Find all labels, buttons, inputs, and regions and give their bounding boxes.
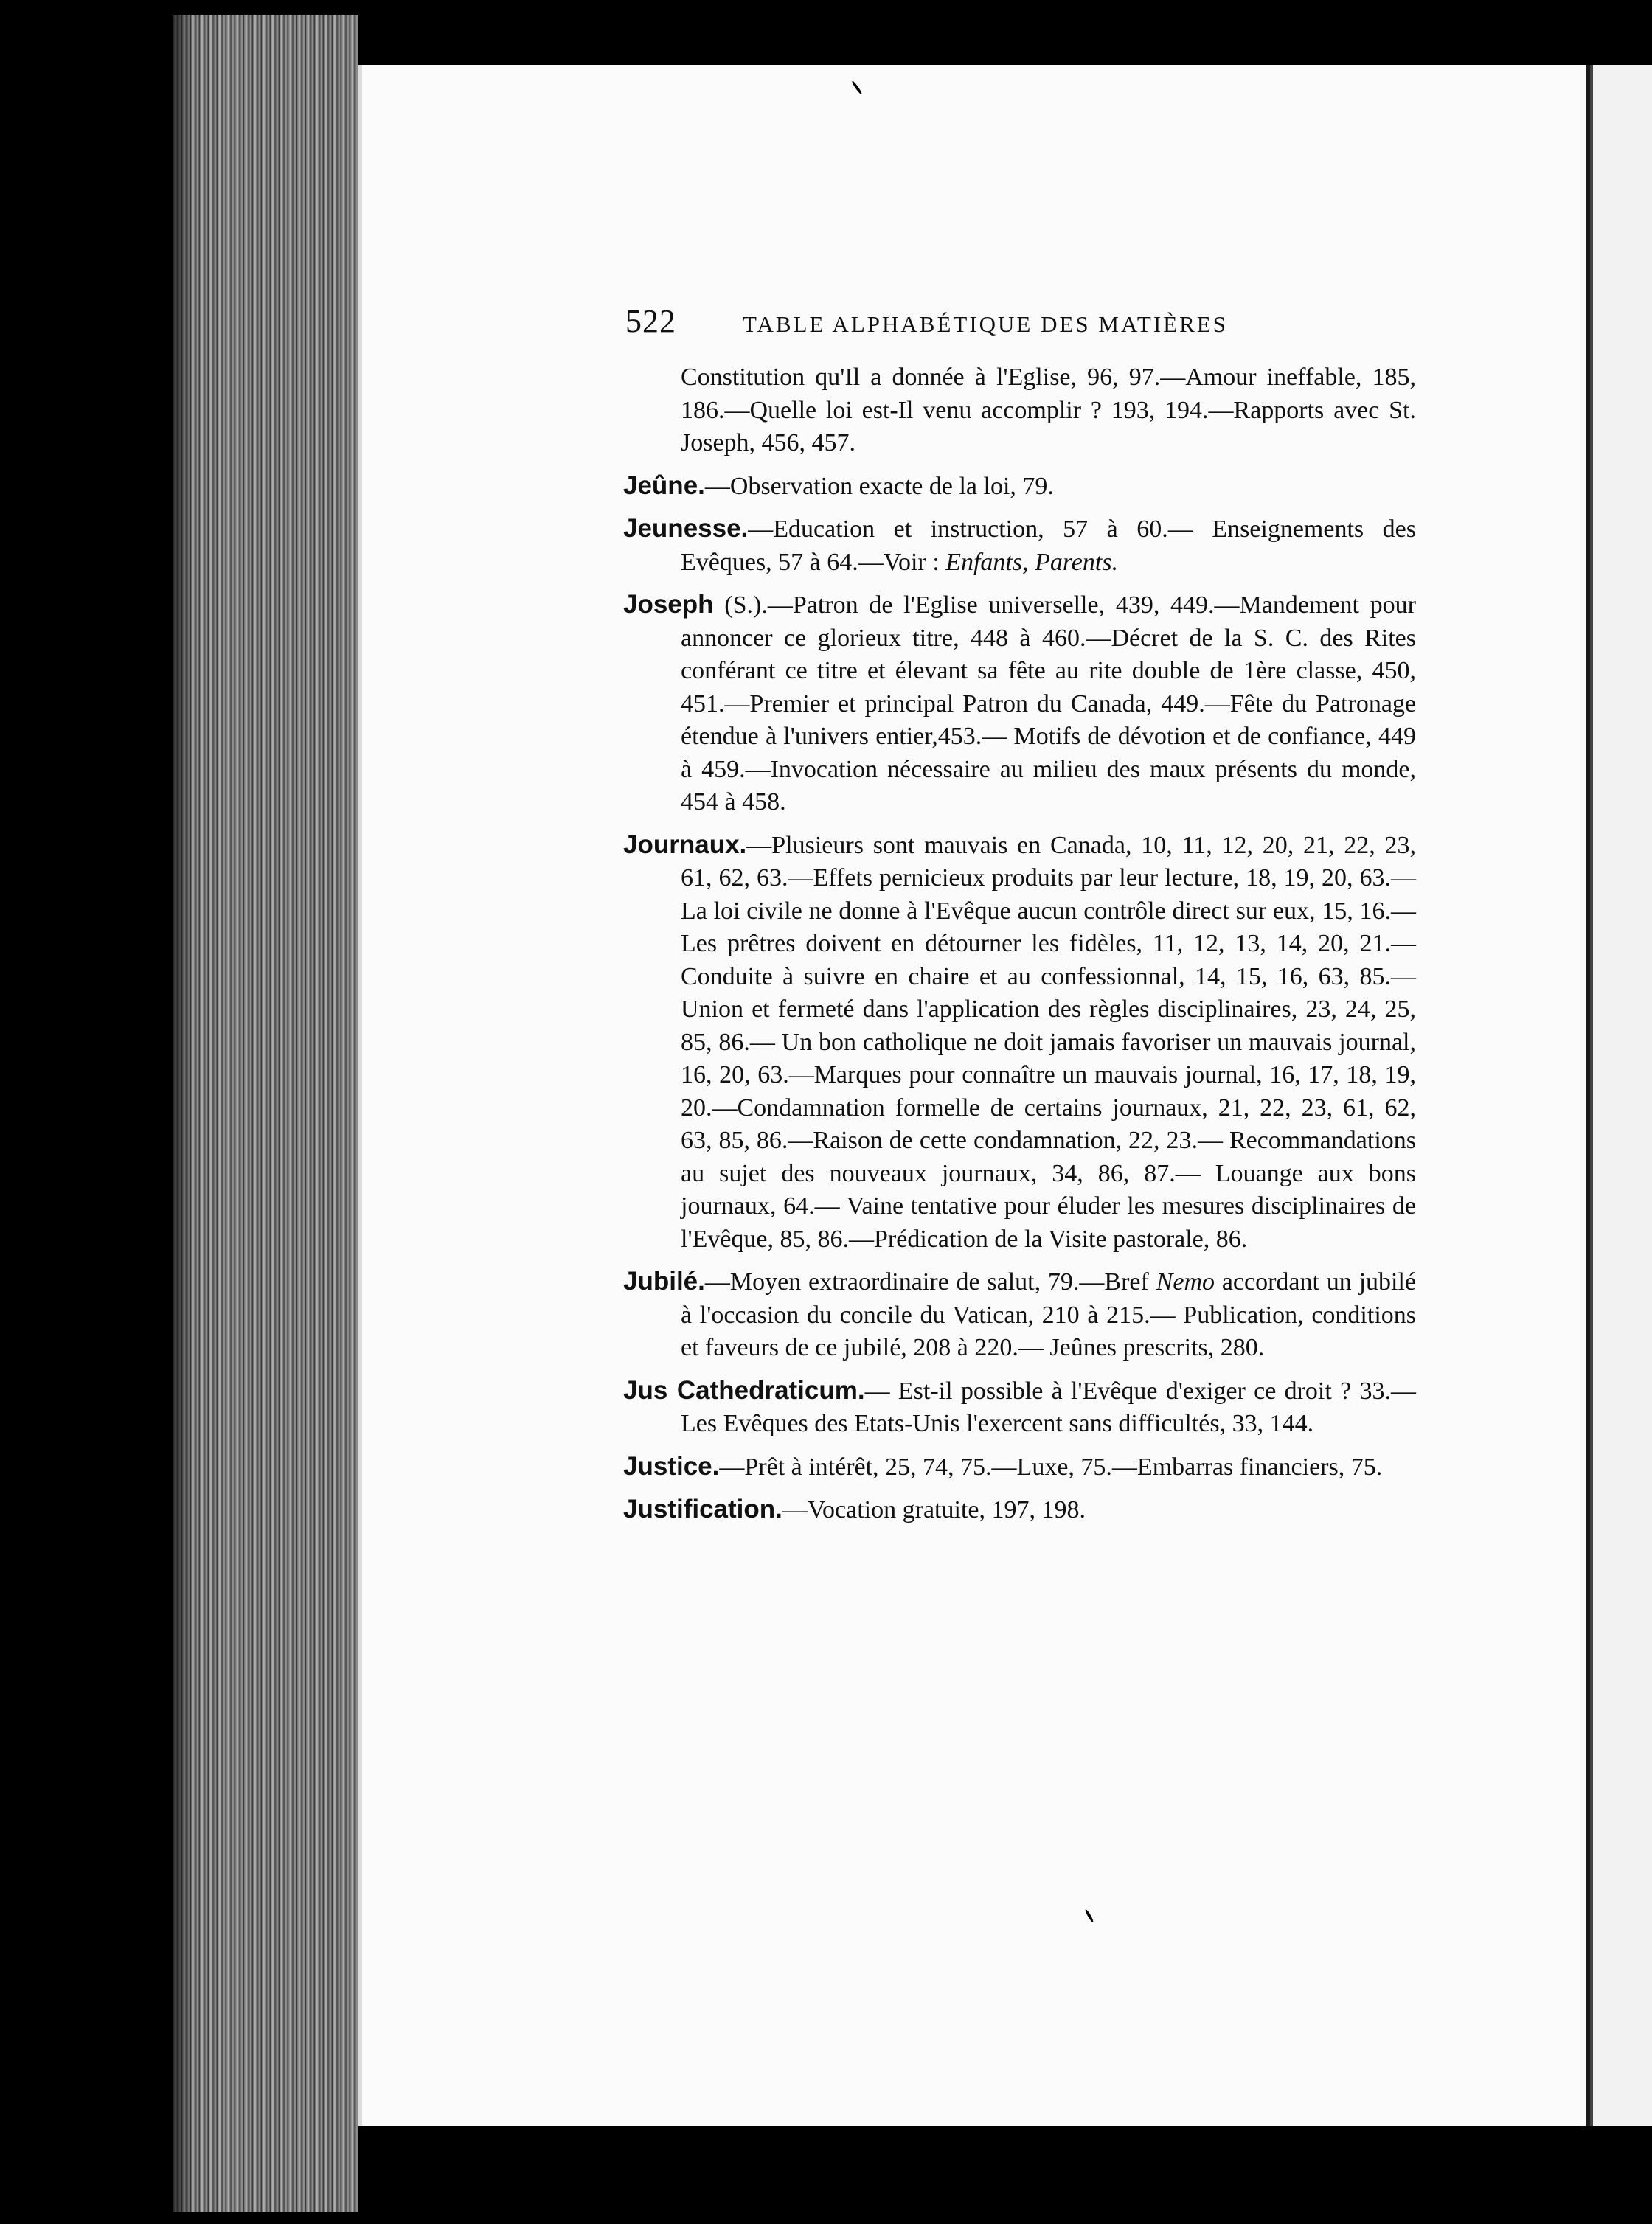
entry-text: (S.).—Patron de l'Eglise universelle, 439, 449.—Mandement pour annoncer ce glorieux titre, 448 à 460.—Décret de la S. C. des Rites conférant ce titre et élevant sa fête au rite double de 1ère classe, 450, 451.—Premier et principal Patron du Canada, 449.—Fête du Patronage étendue à l'univers entier,453.— Motifs de dévotion et de confiance, 449 à 459.—Invocation nécessaire au milieu des maux présents du monde, 454 à 458. [681, 591, 1416, 816]
entry-heading: Jubilé. [623, 1267, 705, 1296]
index-entry-joseph [623, 588, 1416, 819]
entry-italic-text: Nemo [1156, 1268, 1215, 1296]
entry-heading: Justice. [623, 1451, 720, 1481]
index-entry-jubile [623, 1265, 1416, 1365]
running-header [625, 302, 1437, 347]
page-number: 522 [625, 303, 676, 339]
index-entry-continuation [623, 361, 1416, 460]
index-entry-jus-cathedraticum [623, 1375, 1416, 1441]
entry-heading: Jus Cathedraticum. [623, 1375, 865, 1405]
entry-heading: Justification. [623, 1495, 782, 1523]
entry-text: —Moyen extraordinaire de salut, 79.—Bref [704, 1268, 1156, 1296]
facing-page-sliver [1590, 65, 1652, 2126]
entry-italic-text: Enfants, Parents. [945, 548, 1119, 576]
entry-text: —Prêt à intérêt, 25, 74, 75.—Luxe, 75.—Embarras financiers, 75. [719, 1453, 1383, 1481]
index-entry-justification [623, 1493, 1416, 1527]
index-entry-justice [623, 1450, 1416, 1484]
entry-heading: Jeûne. [623, 470, 705, 500]
entry-text: —Plusieurs sont mauvais en Canada, 10, 11, 12, 20, 21, 22, 23, 61, 62, 63.—Effets pernicieux produits par leur lecture, 18, 19, 20, 63.—La loi civile ne donne à l'Evêque aucun contrôle direct sur eux, 15, 16.—Les prêtres doivent en détourner les fidèles, 11, 12, 13, 14, 20, 21.—Conduite à suivre en chaire et au confessionnal, 14, 15, 16, 63, 85.— Union et fermeté dans l'application des règles disciplinaires, 23, 24, 25, 85, 86.— Un bon catholique ne doit jamais favoriser un mauvais journal, 16, 20, 63.—Marques pour connaître un mauvais journal, 16, 17, 18, 19, 20.—Condamnation formelle de certains journaux, 21, 22, 23, 61, 62, 63, 85, 86.—Raison de cette condamnation, 22, 23.— Recommandations au sujet des nouveaux journaux, 34, 86, 87.— Louange aux bons journaux, 64.— Vaine tentative pour éluder les mesures disciplinaires de l'Evêque, 85, 86.—Prédication de la Visite pastorale, 86. [681, 831, 1416, 1253]
index-entry-jeune [623, 470, 1416, 504]
index-entry-jeunesse [623, 512, 1416, 579]
index-entry-journaux [623, 829, 1416, 1257]
entry-text: — Est-il possible à l'Evêque d'exiger ce droit ? 33.—Les Evêques des Etats-Unis l'exercent sans difficultés, 33, 144. [681, 1377, 1416, 1437]
binding-shadow [166, 15, 195, 2212]
entry-text-continued: accordant un jubilé à l'occasion du concile du Vatican, 210 à 215.— Publication, conditions et faveurs de ce jubilé, 208 à 220.— Jeûnes prescrits, 280. [681, 1268, 1417, 1361]
entry-text: —Observation exacte de la loi, 79. [704, 472, 1054, 500]
entry-heading: Jeunesse. [623, 514, 749, 543]
entry-heading: Joseph [623, 590, 714, 619]
page-title: TABLE ALPHABÉTIQUE DES MATIÈRES [743, 311, 1228, 337]
entry-text: —Vocation gratuite, 197, 198. [782, 1496, 1086, 1523]
entry-text: Constitution qu'Il a donnée à l'Eglise, 96, 97.—Amour ineffable, 185, 186.—Quelle loi est-Il venu accomplir ? 193, 194.—Rapports avec St. Joseph, 456, 457. [681, 364, 1416, 456]
book-page-edges [173, 15, 358, 2212]
entry-text: —Education et instruction, 57 à 60.— Enseignements des Evêques, 57 à 64.—Voir : [681, 515, 1416, 576]
index-entries [623, 361, 1416, 1537]
entry-heading: Journaux. [623, 830, 747, 859]
